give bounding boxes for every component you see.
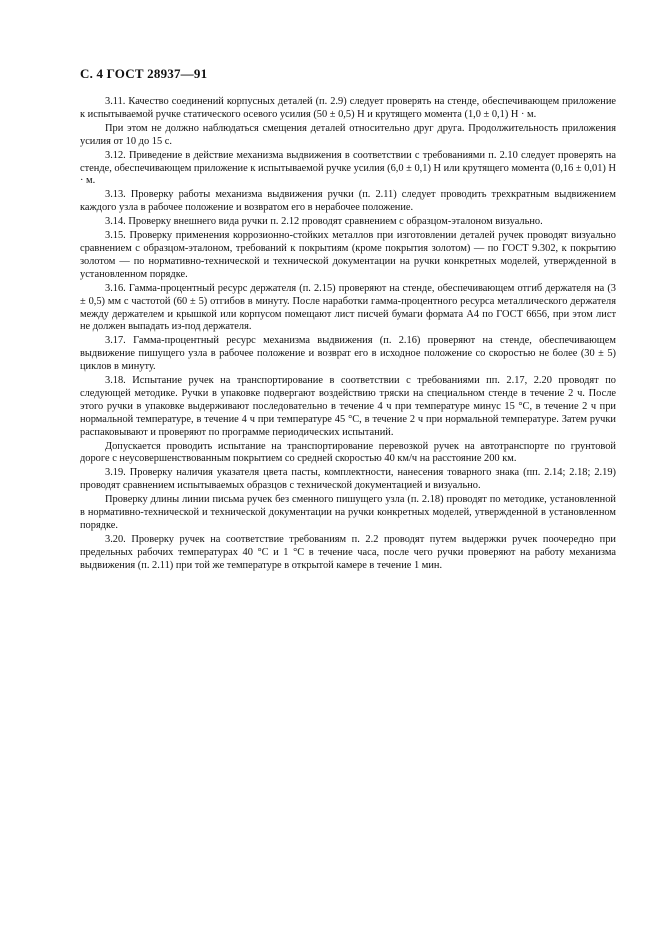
- paragraph-3-15: 3.15. Проверку применения коррозионно-стойких металлов при изготовлении деталей ручек проводят визуально сравнением с образцом-эталоном, требований к покрытиям (кроме покрытия золотом) — по ГОСТ 9.302, к покрытию золотом — по нормативно-технической и технической документации на ручки конкретных моделей, утвержденной в установленном порядке.: [80, 230, 616, 280]
- paragraph-3-19-note: Проверку длины линии письма ручек без сменного пишущего узла (п. 2.18) проводят по методике, установленной в нормативно-технической и технической документации на ручки конкретных моделей, утвержденной в установленном порядке.: [80, 494, 616, 531]
- paragraph-3-19: 3.19. Проверку наличия указателя цвета пасты, комплектности, нанесения товарного знака (пп. 2.14; 2.18; 2.19) проводят сравнением испытываемых образцов с технической документацией и визуально.: [80, 467, 616, 492]
- paragraph-3-11: 3.11. Качество соединений корпусных деталей (п. 2.9) следует проверять на стенде, обеспечивающем приложение к испытываемой ручке статического осевого усилия (50 ± 0,5) Н и крутящего момента (1,0 ± 0,1) Н · м.: [80, 96, 616, 120]
- document-body: [80, 96, 616, 574]
- paragraph-3-18-note: Допускается проводить испытание на транспортирование перевозкой ручек на автотранспорте по грунтовой дороге с неусовершенствованным покрытием со средней скоростью 40 км/ч на расстояние 200 км.: [80, 440, 616, 465]
- paragraph-3-13: 3.13. Проверку работы механизма выдвижения ручки (п. 2.11) следует проводить трехкратным выдвижением каждого узла в рабочее положение и возвратом его в нерабочее положение.: [80, 189, 616, 214]
- paragraph-3-11-note: При этом не должно наблюдаться смещения деталей относительно друг друга. Продолжительность приложения усилия от 10 до 15 с.: [80, 122, 616, 147]
- paragraph-3-18: 3.18. Испытание ручек на транспортирование в соответствии с требованиями пп. 2.17, 2.20 проводят по следующей методике. Ручки в упаковке подвергают воздействию тряски на специальном стенде в течение 2 ч. После этого ручки в упаковке выдерживают последовательно в течение 4 ч при температуре минус 15 °С, в течение 2 ч при нормальной температуре, в течение 4 ч при температуре 45 °С, в течение 2 ч при нормальной температуре. Затем ручки распаковывают и проверяют по программе периодических испытаний.: [80, 375, 616, 438]
- paragraph-3-20: 3.20. Проверку ручек на соответствие требованиям п. 2.2 проводят путем выдержки ручек поочередно при предельных рабочих температурах 40 °С и 1 °С в течение часа, после чего ручки проверяют на работу механизма выдвижения (п. 2.11) при той же температуре в открытой камере в течение 1 мин.: [80, 533, 616, 571]
- page-header: С. 4 ГОСТ 28937—91: [80, 66, 208, 81]
- paragraph-3-14: 3.14. Проверку внешнего вида ручки п. 2.12 проводят сравнением с образцом-эталоном визуально.: [105, 216, 543, 228]
- paragraph-3-12: 3.12. Приведение в действие механизма выдвижения в соответствии с требованиями п. 2.10 следует проверять на стенде, обеспечивающем приложение к испытываемой ручке усилия (6,0 ± 0,1) Н или крутящего момента (0,16 ± 0,01) Н · м.: [80, 149, 616, 187]
- paragraph-3-17: 3.17. Гамма-процентный ресурс механизма выдвижения (п. 2.16) проверяют на стенде, обеспечивающем выдвижение пишущего узла в рабочее положение и возврат его в исходное положение со скоростью не более (30 ± 5) циклов в минуту.: [80, 335, 616, 373]
- paragraph-3-16: 3.16. Гамма-процентный ресурс держателя (п. 2.15) проверяют на стенде, обеспечивающем отгиб держателя на (3 ± 0,5) мм с частотой (60 ± 5) отгибов в минуту. После наработки гамма-процентного ресурса металлического держателя между держателем и крышкой или корпусом помещают лист писчей бумаги формата А4 по ГОСТ 6656, при этом лист не должен выпадать из-под держателя.: [80, 282, 616, 333]
